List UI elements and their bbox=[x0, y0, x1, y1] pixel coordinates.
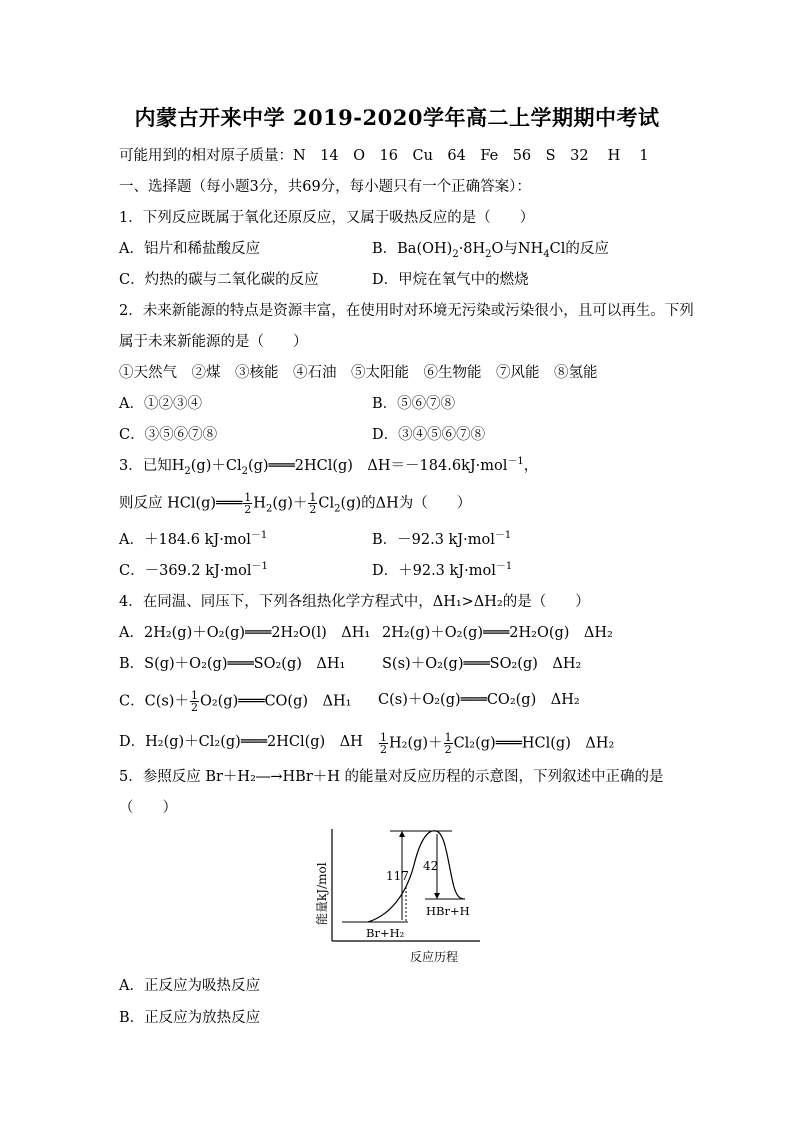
q2-option-c: C．③⑤⑥⑦⑧ bbox=[119, 427, 218, 443]
section-heading: 一、选择题（每小题3分，共69分，每小题只有一个正确答案）： bbox=[119, 179, 531, 195]
q3-option-d: D．＋92.3 kJ·mol$^{-1}$ bbox=[372, 561, 513, 579]
q5-stem-line2: （ ） bbox=[119, 800, 177, 816]
fraction-half: $\frac{1}{2}$ bbox=[190, 689, 198, 714]
energy-diagram bbox=[310, 825, 490, 965]
fraction-half: $\frac{1}{2}$ bbox=[380, 731, 387, 756]
atomic-masses: 可能用到的相对原子质量：N 14 O 16 Cu 64 Fe 56 S 32 H 1 bbox=[119, 148, 649, 164]
q4-option-c-eq2: C(s)＋O₂(g)═══CO₂(g) ΔH₂ bbox=[378, 692, 580, 708]
page-title: 内蒙古开来中学 2019-2020学年高二上学期期中考试 bbox=[134, 105, 660, 130]
q3-stem-line1: 3．已知$H_2(g)+Cl_2(g)═══2HCl(g)$ ΔH＝－184.6kJ·mol$^{-1}$， bbox=[119, 456, 539, 477]
q2-stem-line1: 2．未来新能源的特点是资源丰富，在使用时对环境无污染或污染很小，且可以再生。下列 bbox=[119, 303, 694, 319]
label-42: 42 bbox=[423, 859, 439, 873]
q2-option-a: A．①②③④ bbox=[119, 396, 202, 412]
q2-option-d: D．③④⑤⑥⑦⑧ bbox=[372, 427, 486, 443]
label-117: 117 bbox=[386, 869, 409, 883]
q4-option-a-eq2: 2H₂(g)＋O₂(g)═══2H₂O(g) ΔH₂ bbox=[382, 625, 613, 641]
q1-option-b: B．$Ba(OH)_2\cdot 8H_2O$与$NH_4Cl$的反应 bbox=[372, 241, 609, 260]
fraction-half: $\frac{1}{2}$ bbox=[309, 491, 317, 516]
q2-items: ①天然气 ②煤 ③核能 ④石油 ⑤太阳能 ⑥生物能 ⑦风能 ⑧氢能 bbox=[119, 365, 598, 381]
q4-option-b-eq2: S(s)＋O₂(g)═══SO₂(g) ΔH₂ bbox=[382, 656, 582, 672]
x-axis-label: 反应历程 bbox=[410, 950, 459, 964]
q4-option-a-eq1: A．2H₂(g)＋O₂(g)═══2H₂O(l) ΔH₁ bbox=[119, 625, 371, 641]
q4-option-d-eq1: D．H₂(g)＋Cl₂(g)═══2HCl(g) ΔH bbox=[119, 734, 363, 750]
q2-option-b: B．⑤⑥⑦⑧ bbox=[372, 396, 456, 412]
q1-option-a: A．铝片和稀盐酸反应 bbox=[119, 241, 260, 257]
q1-option-c: C．灼热的碳与二氧化碳的反应 bbox=[119, 272, 319, 288]
q4-option-d-eq2: $\frac{1}{2}$ H₂(g)＋ $\frac{1}{2}$ Cl₂(g)═══HCl(g) ΔH₂ bbox=[380, 731, 615, 756]
q5-stem-line1: 5．参照反应 Br＋H₂―→HBr＋H 的能量对反应历程的示意图，下列叙述中正确的是 bbox=[119, 769, 664, 785]
q4-option-c-eq1: C．C(s)＋ $\frac{1}{2}$ O₂(g)═══CO(g) ΔH₁ bbox=[119, 689, 352, 714]
reactant-label: Br+H₂ bbox=[366, 926, 405, 940]
q3-stem-line2: 则反应 HCl(g)═══ $\frac{1}{2}$ $H_2(g)+$ $\frac{1}{2}$ $Cl_2(g)$的ΔH为（ ） bbox=[119, 491, 472, 516]
product-label: HBr+H bbox=[426, 904, 470, 918]
q3-option-c: C．－369.2 kJ·mol$^{-1}$ bbox=[119, 561, 268, 579]
q3-option-a: A．＋184.6 kJ·mol$^{-1}$ bbox=[119, 530, 268, 548]
q5-option-b: B．正反应为放热反应 bbox=[119, 1010, 261, 1026]
y-axis-label: 能量kJ/mol bbox=[315, 862, 329, 925]
fraction-half: $\frac{1}{2}$ bbox=[244, 491, 252, 516]
q3-option-b: B．－92.3 kJ·mol$^{-1}$ bbox=[372, 530, 512, 548]
q1-option-d: D．甲烷在氧气中的燃烧 bbox=[372, 272, 529, 288]
q1-stem: 1．下列反应既属于氧化还原反应，又属于吸热反应的是（ ） bbox=[119, 210, 535, 226]
q4-option-b-eq1: B．S(g)＋O₂(g)═══SO₂(g) ΔH₁ bbox=[119, 656, 346, 672]
q4-stem: 4．在同温、同压下，下列各组热化学方程式中，ΔH₁>ΔH₂的是（ ） bbox=[119, 594, 590, 610]
q5-option-a: A．正反应为吸热反应 bbox=[119, 978, 260, 994]
fraction-half: $\frac{1}{2}$ bbox=[444, 731, 452, 756]
q2-stem-line2: 属于未来新能源的是（ ） bbox=[119, 334, 308, 350]
